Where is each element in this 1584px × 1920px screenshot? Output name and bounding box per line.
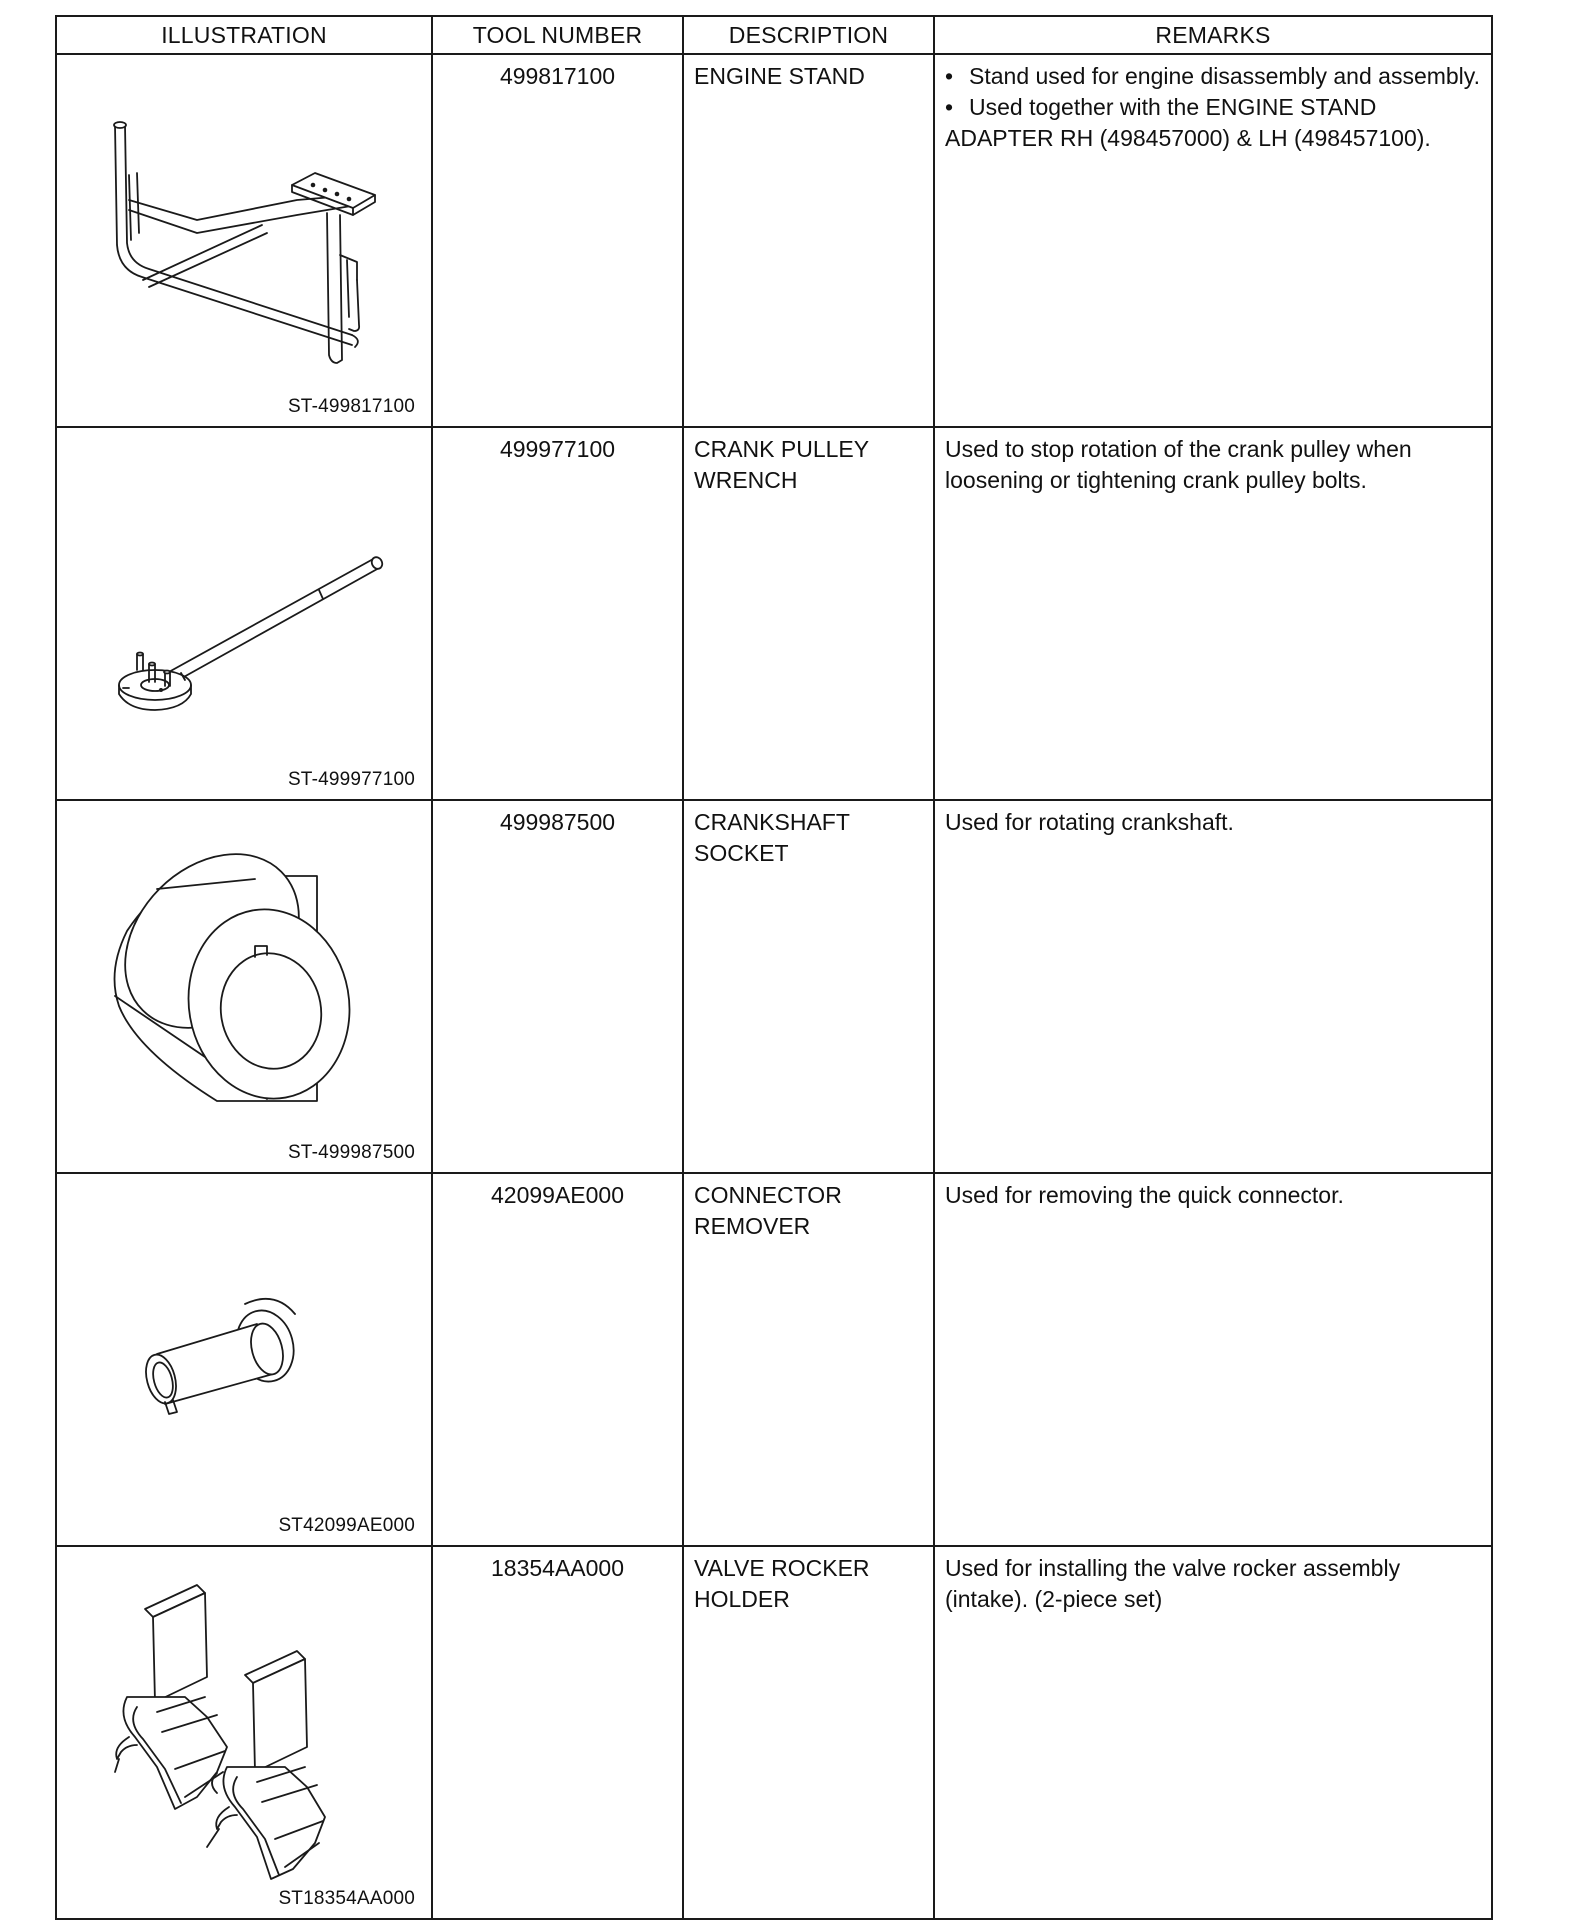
connector-remover-illustration <box>57 1174 433 1539</box>
illustration-code: ST-499977100 <box>287 769 415 790</box>
table-row <box>56 54 1492 427</box>
engine-stand-illustration <box>57 55 433 420</box>
illustration-code: ST-499817100 <box>287 396 415 417</box>
illustration-cell <box>56 1173 432 1546</box>
remark-item <box>945 61 1481 92</box>
tool-description: ENGINE STAND <box>683 54 934 427</box>
tool-description: VALVE ROCKER HOLDER <box>683 1546 934 1919</box>
valve-rocker-holder-illustration <box>57 1547 433 1912</box>
header-description: DESCRIPTION <box>683 16 934 54</box>
tool-description: CRANK PULLEY WRENCH <box>683 427 934 800</box>
illustration-cell <box>56 54 432 427</box>
table-row <box>56 800 1492 1173</box>
tool-remarks: Used for rotating crankshaft. <box>934 800 1492 1173</box>
tool-number: 42099AE000 <box>432 1173 683 1546</box>
table-row <box>56 427 1492 800</box>
illustration-code: ST18354AA000 <box>278 1888 415 1909</box>
special-tools-table <box>55 15 1493 1920</box>
header-illustration: ILLUSTRATION <box>56 16 432 54</box>
tool-description: CONNECTOR REMOVER <box>683 1173 934 1546</box>
tool-remarks: Used to stop rotation of the crank pulley when loosening or tightening crank pulley bolts. <box>934 427 1492 800</box>
tool-remarks: Used for installing the valve rocker assembly (intake). (2-piece set) <box>934 1546 1492 1919</box>
tool-number: 18354AA000 <box>432 1546 683 1919</box>
table-row <box>56 1173 1492 1546</box>
bullet-icon: • <box>945 63 954 89</box>
table-row <box>56 1546 1492 1919</box>
bullet-icon: • <box>945 94 954 120</box>
tool-number: 499977100 <box>432 427 683 800</box>
tool-number: 499987500 <box>432 800 683 1173</box>
table-header-row <box>56 16 1492 54</box>
remark-item <box>945 92 1481 154</box>
header-tool-number: TOOL NUMBER <box>432 16 683 54</box>
tool-remarks: Used for removing the quick connector. <box>934 1173 1492 1546</box>
crankshaft-socket-illustration <box>57 801 433 1166</box>
header-remarks: REMARKS <box>934 16 1492 54</box>
remark-text: Stand used for engine disassembly and assembly. <box>969 63 1480 89</box>
illustration-cell <box>56 800 432 1173</box>
illustration-code: ST42099AE000 <box>278 1515 415 1536</box>
crank-pulley-wrench-illustration <box>57 428 433 793</box>
remark-text: Used together with the ENGINE STAND ADAPTER RH (498457000) & LH (498457100). <box>945 94 1431 151</box>
illustration-cell <box>56 1546 432 1919</box>
illustration-code: ST-499987500 <box>287 1142 415 1163</box>
tool-description: CRANKSHAFT SOCKET <box>683 800 934 1173</box>
tool-remarks <box>934 54 1492 427</box>
tool-number: 499817100 <box>432 54 683 427</box>
illustration-cell <box>56 427 432 800</box>
